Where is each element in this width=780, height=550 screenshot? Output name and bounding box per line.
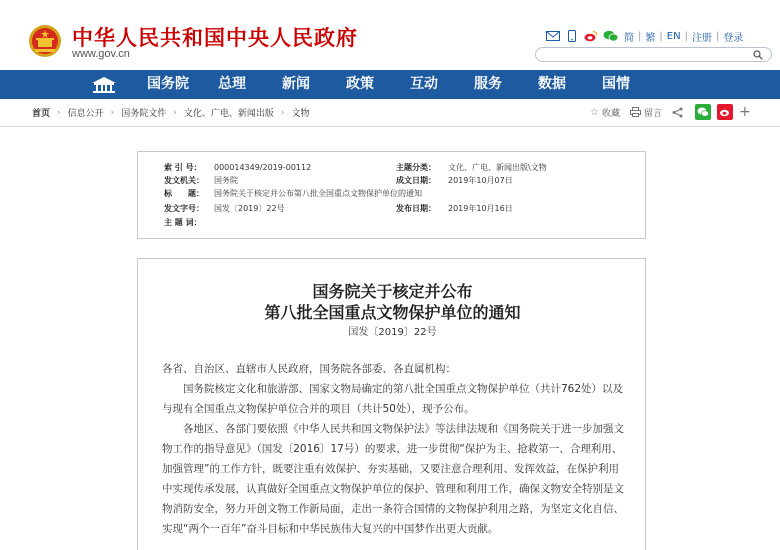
info-row-published-date bbox=[396, 202, 513, 215]
chevron-right-icon: › bbox=[57, 107, 61, 118]
site-header bbox=[0, 0, 780, 70]
info-row-written-date bbox=[396, 174, 513, 187]
chevron-right-icon: › bbox=[110, 107, 115, 118]
top-links bbox=[546, 28, 743, 44]
login-link[interactable]: 登录 bbox=[723, 32, 744, 44]
wechat-icon[interactable] bbox=[603, 30, 619, 42]
article-salutation: 各省、自治区、直辖市人民政府，国务院各部委、各直属机构： bbox=[162, 363, 456, 375]
breadcrumb-home[interactable]: 首页 bbox=[32, 109, 51, 119]
nav-item-data[interactable]: 数据 bbox=[538, 76, 566, 92]
nav-item-news[interactable]: 新闻 bbox=[282, 76, 310, 92]
written-date-label: 成文日期： bbox=[396, 176, 436, 185]
register-link[interactable]: 注册 bbox=[691, 32, 712, 44]
search-box bbox=[535, 47, 772, 62]
divider: | bbox=[715, 30, 720, 42]
info-row-index bbox=[164, 161, 311, 174]
site-url[interactable]: www.gov.cn bbox=[72, 48, 130, 60]
breadcrumb bbox=[32, 106, 310, 119]
national-emblem-icon[interactable] bbox=[28, 24, 62, 58]
home-icon[interactable] bbox=[91, 76, 117, 94]
more-share-button[interactable]: + bbox=[739, 104, 751, 120]
article bbox=[137, 258, 646, 550]
article-title-line1: 国务院关于核定并公布 bbox=[312, 282, 473, 301]
info-row-subject bbox=[164, 216, 214, 229]
info-row-org bbox=[164, 174, 238, 187]
breadcrumb-state-council-docs[interactable]: 国务院文件 bbox=[121, 109, 167, 119]
index-label: 索 引 号： bbox=[164, 163, 202, 172]
nav-item-interaction[interactable]: 互动 bbox=[410, 76, 438, 92]
nav-item-state-council[interactable]: 国务院 bbox=[147, 76, 189, 92]
document-metadata bbox=[137, 151, 646, 239]
nav-item-policy[interactable]: 政策 bbox=[346, 76, 374, 92]
share-toolbar bbox=[590, 104, 751, 120]
print-label: 留言 bbox=[643, 108, 662, 119]
search-icon[interactable] bbox=[753, 50, 763, 60]
nav-item-national-info[interactable]: 国情 bbox=[602, 76, 630, 92]
article-paragraph-2: 各地区、各部门要依照《中华人民共和国文物保护法》等法律法规和《国务院关于进一步加强文物工作的指导意见》（国发〔2016〕17号）的要求，进一步贯彻“保护为主、抢救第一、合理利用、加强管理”的工作方针，既要注重有效保护、夯实基础，又要注意合理利用、发挥效益，在保护利用中实现传承发展，认真做好全国重点文物保护单位的保护、管理和利用工作，确保文物安全特别是文物消防安全，努力开创文物工作新局面，走出一条符合国情的文物保护利用之路，为坚定文化自信、实现“两个一百年”奋斗目标和中华民族伟大复兴的中国梦作出更大贡献。 bbox=[162, 423, 624, 535]
divider: | bbox=[659, 30, 663, 42]
weibo-share-button[interactable] bbox=[717, 104, 733, 120]
favorite-label: 收藏 bbox=[601, 108, 620, 119]
title-label: 标 题： bbox=[164, 189, 204, 198]
breadcrumb-culture[interactable]: 文化、广电、新闻出版 bbox=[183, 109, 274, 119]
nav-item-premier[interactable]: 总理 bbox=[218, 76, 246, 92]
article-title-line2: 第八批全国重点文物保护单位的通知 bbox=[264, 303, 521, 322]
mail-icon[interactable] bbox=[546, 30, 560, 42]
lang-simplified-link[interactable]: 简 bbox=[624, 32, 634, 44]
wechat-icon bbox=[697, 107, 709, 117]
divider: | bbox=[638, 30, 642, 42]
published-date-value: 2019年10月16日 bbox=[448, 204, 513, 213]
org-value: 国务院 bbox=[214, 176, 238, 185]
chevron-right-icon: › bbox=[280, 107, 285, 118]
main-nav bbox=[0, 70, 780, 99]
lang-english-link[interactable]: EN bbox=[666, 30, 681, 42]
title-value: 国务院关于核定并公布第八批全国重点文物保护单位的通知 bbox=[214, 189, 422, 198]
wechat-share-button[interactable] bbox=[695, 104, 711, 120]
star-icon: ☆ bbox=[590, 106, 599, 118]
nav-item-services[interactable]: 服务 bbox=[474, 76, 502, 92]
category-label: 主题分类： bbox=[396, 163, 436, 172]
chevron-right-icon: › bbox=[173, 107, 177, 118]
breadcrumb-info-public[interactable]: 信息公开 bbox=[67, 109, 104, 119]
published-date-label: 发布日期： bbox=[396, 204, 436, 213]
search-input[interactable] bbox=[544, 54, 744, 67]
docno-value: 国发〔2019〕22号 bbox=[214, 204, 285, 213]
info-row-category bbox=[396, 161, 547, 174]
weibo-icon bbox=[719, 107, 731, 117]
docno-label: 发文字号： bbox=[164, 204, 204, 213]
info-row-docno bbox=[164, 202, 285, 215]
breadcrumb-bar bbox=[0, 99, 780, 127]
site-title[interactable]: 中华人民共和国中央人民政府 bbox=[72, 26, 358, 50]
org-label: 发文机关： bbox=[164, 176, 204, 185]
nav-menu bbox=[136, 70, 648, 99]
article-doc-number: 国发〔2019〕22号 bbox=[348, 327, 437, 338]
category-value: 文化、广电、新闻出版\文物 bbox=[448, 163, 547, 172]
breadcrumb-relics[interactable]: 文物 bbox=[291, 109, 310, 119]
written-date-value: 2019年10月07日 bbox=[448, 176, 513, 185]
favorite-button[interactable] bbox=[590, 106, 620, 119]
info-row-title bbox=[164, 187, 422, 200]
weibo-icon[interactable] bbox=[584, 30, 598, 42]
index-value: 000014349/2019-00112 bbox=[214, 163, 312, 172]
share-icon[interactable] bbox=[672, 107, 683, 118]
article-paragraph-1: 国务院核定文化和旅游部、国家文物局确定的第八批全国重点文物保护单位（共计762处）以及与现有全国重点文物保护单位合并的项目（共计50处），现予公布。 bbox=[162, 383, 624, 415]
lang-traditional-link[interactable]: 繁 bbox=[645, 32, 656, 44]
print-button[interactable] bbox=[630, 106, 662, 119]
mobile-icon[interactable] bbox=[565, 30, 579, 42]
print-icon bbox=[630, 107, 641, 117]
divider: | bbox=[684, 30, 688, 42]
subject-label: 主 题 词： bbox=[164, 218, 202, 227]
